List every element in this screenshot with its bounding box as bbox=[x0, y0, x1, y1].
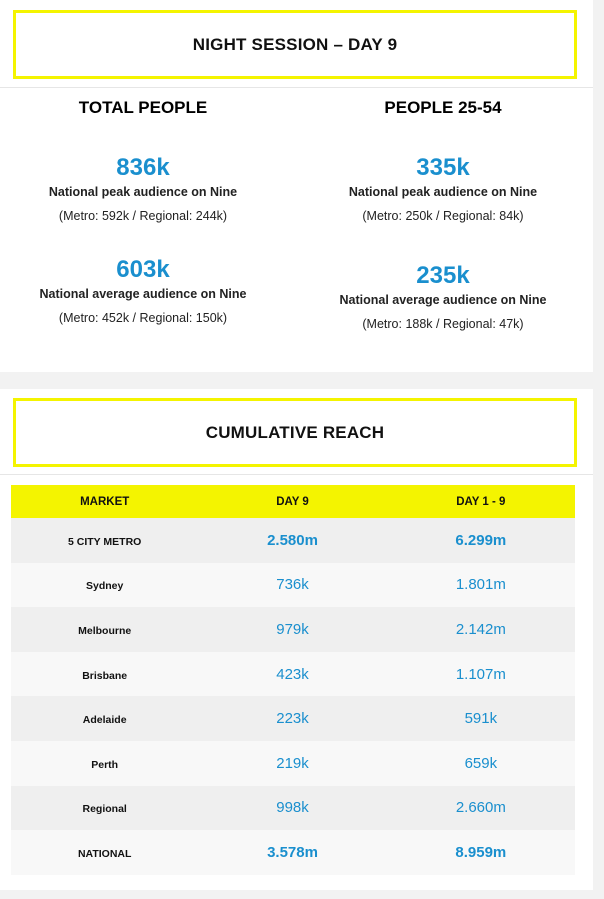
total-people-avg-breakdown: (Metro: 452k / Regional: 150k) bbox=[58, 311, 228, 325]
column-header-day9: DAY 9 bbox=[198, 485, 386, 518]
market-cell: Perth bbox=[11, 741, 198, 786]
day1-9-cell: 8.959m bbox=[387, 830, 575, 875]
column-header-day1-9: DAY 1 - 9 bbox=[387, 485, 575, 518]
table-row bbox=[11, 652, 575, 697]
day1-9-cell: 591k bbox=[387, 696, 575, 741]
table-row bbox=[11, 696, 575, 741]
table-row bbox=[11, 786, 575, 831]
cumulative-reach-title: CUMULATIVE REACH bbox=[13, 398, 577, 467]
day1-9-cell: 6.299m bbox=[387, 518, 575, 563]
day9-cell: 423k bbox=[198, 652, 386, 697]
people-25-54-peak-label: National peak audience on Nine bbox=[348, 185, 538, 199]
total-people-peak-value: 836k bbox=[116, 154, 170, 181]
people-25-54-avg-value: 235k bbox=[416, 262, 470, 289]
day9-cell: 736k bbox=[198, 563, 386, 608]
night-session-card bbox=[0, 0, 593, 372]
day1-9-cell: 2.660m bbox=[387, 786, 575, 831]
people-25-54-avg-label: National average audience on Nine bbox=[339, 293, 547, 307]
total-people-avg-label: National average audience on Nine bbox=[39, 287, 247, 301]
total-people-peak-label: National peak audience on Nine bbox=[48, 185, 238, 199]
market-cell: 5 CITY METRO bbox=[11, 518, 198, 563]
table-row bbox=[11, 518, 575, 563]
day1-9-cell: 659k bbox=[387, 741, 575, 786]
market-cell: Brisbane bbox=[11, 652, 198, 697]
day9-cell: 2.580m bbox=[198, 518, 386, 563]
market-cell: NATIONAL bbox=[11, 830, 198, 875]
divider bbox=[0, 87, 593, 88]
total-people-avg-value: 603k bbox=[116, 256, 170, 283]
day9-cell: 3.578m bbox=[198, 830, 386, 875]
column-header-market: MARKET bbox=[11, 485, 198, 518]
total-people-peak-breakdown: (Metro: 592k / Regional: 244k) bbox=[58, 209, 228, 223]
total-people-heading: TOTAL PEOPLE bbox=[78, 98, 208, 117]
day9-cell: 223k bbox=[198, 696, 386, 741]
divider bbox=[0, 474, 593, 475]
day1-9-cell: 1.801m bbox=[387, 563, 575, 608]
cumulative-reach-table bbox=[11, 485, 575, 875]
people-25-54-avg-breakdown: (Metro: 188k / Regional: 47k) bbox=[362, 317, 524, 331]
night-session-title: NIGHT SESSION – DAY 9 bbox=[13, 10, 577, 79]
table-row bbox=[11, 830, 575, 875]
people-25-54-peak-breakdown: (Metro: 250k / Regional: 84k) bbox=[362, 209, 524, 223]
table-header-row bbox=[11, 485, 575, 518]
day1-9-cell: 2.142m bbox=[387, 607, 575, 652]
table-row bbox=[11, 607, 575, 652]
table-row bbox=[11, 563, 575, 608]
day9-cell: 979k bbox=[198, 607, 386, 652]
day1-9-cell: 1.107m bbox=[387, 652, 575, 697]
table-row bbox=[11, 741, 575, 786]
people-25-54-heading: PEOPLE 25-54 bbox=[384, 98, 502, 117]
day9-cell: 219k bbox=[198, 741, 386, 786]
day9-cell: 998k bbox=[198, 786, 386, 831]
market-cell: Sydney bbox=[11, 563, 198, 608]
market-cell: Regional bbox=[11, 786, 198, 831]
market-cell: Melbourne bbox=[11, 607, 198, 652]
market-cell: Adelaide bbox=[11, 696, 198, 741]
people-25-54-peak-value: 335k bbox=[416, 154, 470, 181]
